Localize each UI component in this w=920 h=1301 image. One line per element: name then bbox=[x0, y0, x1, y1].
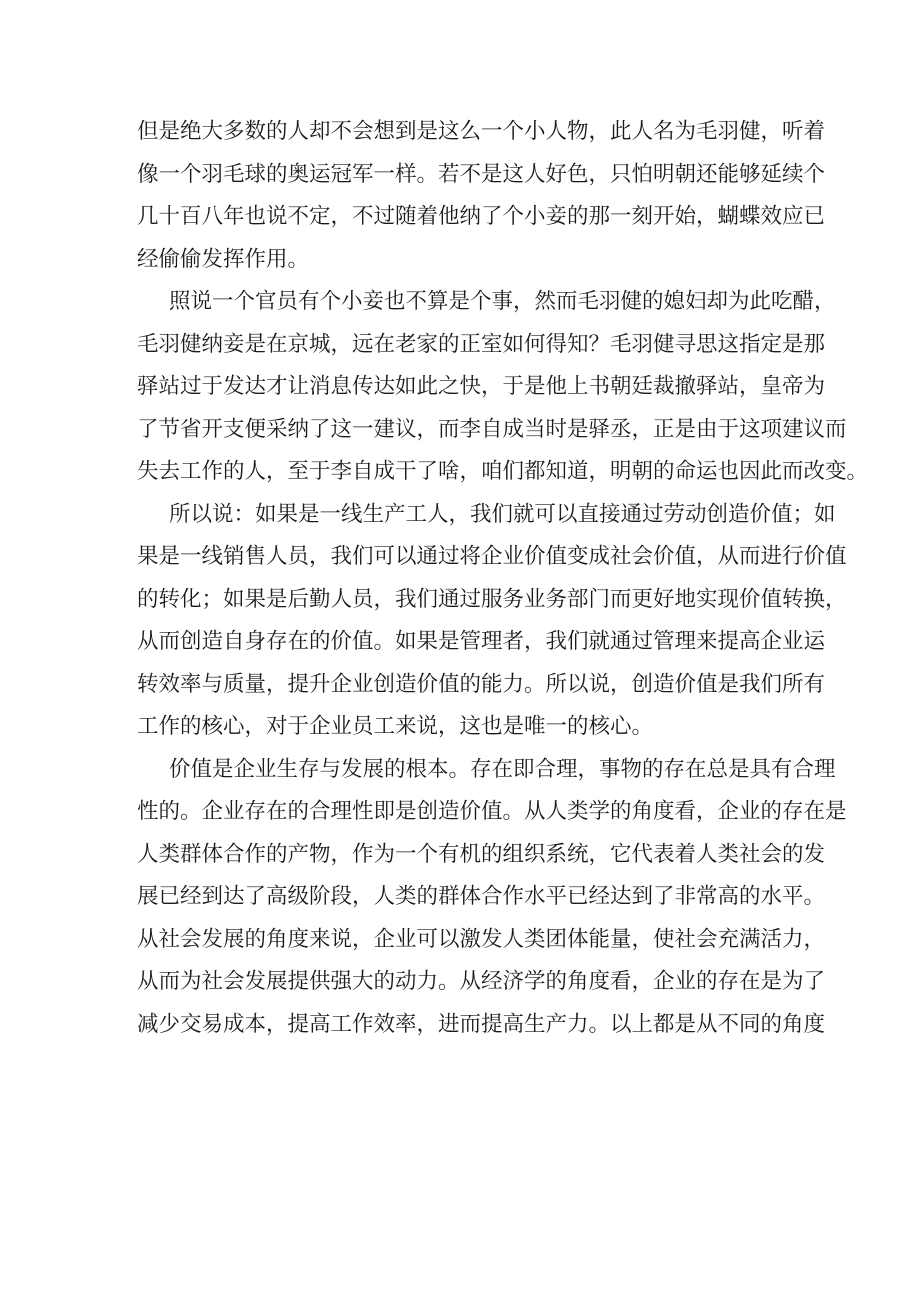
paragraph-line: 失去工作的人，至于李自成干了啥，咱们都知道，明朝的命运也因此而改变。 bbox=[137, 459, 869, 484]
paragraph-line: 从社会发展的角度来说，企业可以激发人类团体能量，使社会充满活力， bbox=[137, 926, 826, 952]
paragraph-line: 价值是企业生存与发展的根本。存在即合理，事物的存在总是具有合理 bbox=[169, 756, 836, 782]
paragraph-line: 转效率与质量，提升企业创造价值的能力。所以说，创造价值是我们所有 bbox=[137, 671, 826, 697]
paragraph-line: 但是绝大多数的人却不会想到是这么一个小人物，此人名为毛羽健，听着 bbox=[137, 119, 826, 144]
paragraph-line: 性的。企业存在的合理性即是创造价值。从人类学的角度看，企业的存在是 bbox=[137, 799, 847, 824]
paragraph-line: 从而为社会发展提供强大的动力。从经济学的角度看，企业的存在是为了 bbox=[137, 969, 826, 994]
paragraph-line: 展已经到达了高级阶段，人类的群体合作水平已经达到了非常高的水平。 bbox=[137, 884, 826, 909]
paragraph-line: 从而创造自身存在的价值。如果是管理者，我们就通过管理来提高企业运 bbox=[137, 629, 826, 654]
paragraph-line: 减少交易成本，提高工作效率，进而提高生产力。以上都是从不同的角度 bbox=[137, 1011, 826, 1037]
paragraph-line: 经偷偷发挥作用。 bbox=[137, 246, 310, 272]
paragraph-line: 的转化；如果是后勤人员，我们通过服务业务部门而更好地实现价值转换， bbox=[137, 586, 847, 612]
paragraph-line: 毛羽健纳妾是在京城，远在老家的正室如何得知？毛羽健寻思这指定是那 bbox=[137, 331, 826, 357]
paragraph-4 bbox=[137, 749, 847, 1047]
paragraph-line: 了节省开支便采纳了这一建议，而李自成当时是驿丞，正是由于这项建议而 bbox=[137, 416, 847, 442]
paragraph-line: 工作的核心，对于企业员工来说，这也是唯一的核心。 bbox=[137, 714, 654, 739]
paragraph-line: 几十百八年也说不定，不过随着他纳了个小妾的那一刻开始，蝴蝶效应已 bbox=[137, 204, 826, 229]
paragraph-3 bbox=[137, 494, 847, 749]
paragraph-line: 驿站过于发达才让消息传达如此之快，于是他上书朝廷裁撤驿站，皇帝为 bbox=[137, 374, 826, 399]
document-body bbox=[137, 111, 869, 1046]
paragraph-line: 所以说：如果是一线生产工人，我们就可以直接通过劳动创造价值；如 bbox=[169, 501, 836, 527]
paragraph-1 bbox=[137, 111, 826, 281]
paragraph-2 bbox=[137, 281, 869, 494]
paragraph-line: 果是一线销售人员，我们可以通过将企业价值变成社会价值，从而进行价值 bbox=[137, 544, 847, 569]
paragraph-line: 人类群体合作的产物，作为一个有机的组织系统，它代表着人类社会的发 bbox=[137, 841, 826, 867]
paragraph-line: 照说一个官员有个小妾也不算是个事，然而毛羽健的媳妇却为此吃醋， bbox=[169, 289, 836, 314]
paragraph-line: 像一个羽毛球的奥运冠军一样。若不是这人好色，只怕明朝还能够延续个 bbox=[137, 161, 826, 187]
